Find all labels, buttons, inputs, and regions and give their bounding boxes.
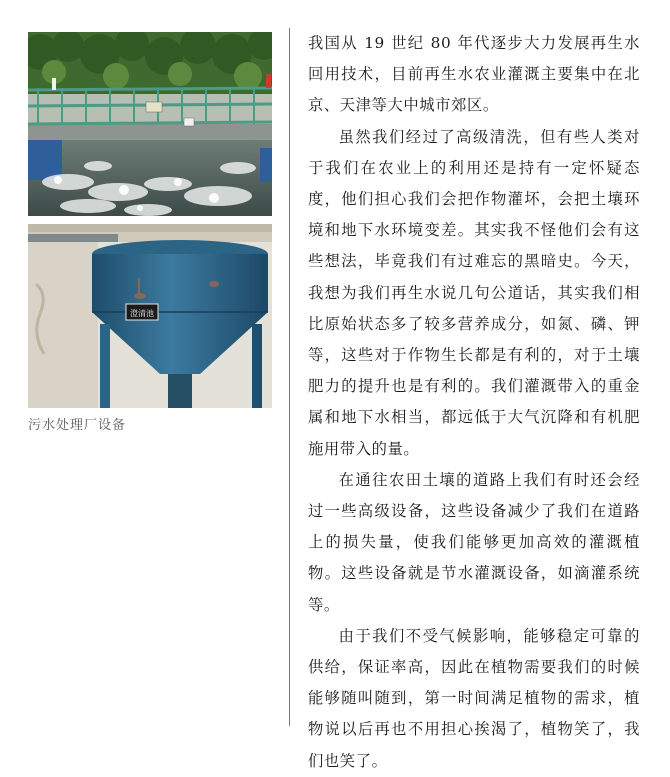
clarifier-tank-photo — [28, 224, 272, 408]
treatment-pool-photo — [28, 32, 272, 216]
figure-caption: 污水处理厂设备 — [28, 418, 127, 433]
column-divider — [289, 28, 290, 726]
article-body — [308, 28, 640, 777]
paragraph-4: 由于我们不受气候影响，能够稳定可靠的供给，保证率高，因此在植物需要我们的时候能够随叫随到，第一时间满足植物的需求，植物说以后再也不用担心挨渴了，植物笑了，我们也笑了。 — [308, 626, 640, 770]
paragraph-1: 我国从 19 世纪 80 年代逐步大力发展再生水回用技术，目前再生水农业灌溉主要集中在北京、天津等大中城市郊区。 — [308, 34, 640, 115]
paragraph-3: 在通往农田土壤的道路上我们有时还会经过一些高级设备，这些设备减少了我们在道路上的损失量，使我们能够更加高效的灌溉植物。这些设备就是节水灌溉设备，如滴灌系统等。 — [308, 470, 640, 614]
tank-sign-label: 澄清池 — [130, 309, 154, 318]
paragraph-2: 虽然我们经过了高级清洗，但有些人类对于我们在农业上的利用还是持有一定怀疑态度，他们担心我们会把作物灌坏，会把土壤环境和地下水环境变差。其实我不怪他们会有这些想法，毕竟我们有过难忘的黑暗史。今天，我想为我们再生水说几句公道话，其实我们相比原始状态多了较多营养成分，如氮、磷、钾等，这些对于作物生长都是有利的，对于土壤肥力的提升也是有利的。我们灌溉带入的重金属和地下水相当，都远低于大气沉降和有机肥施用带入的量。 — [308, 127, 640, 458]
